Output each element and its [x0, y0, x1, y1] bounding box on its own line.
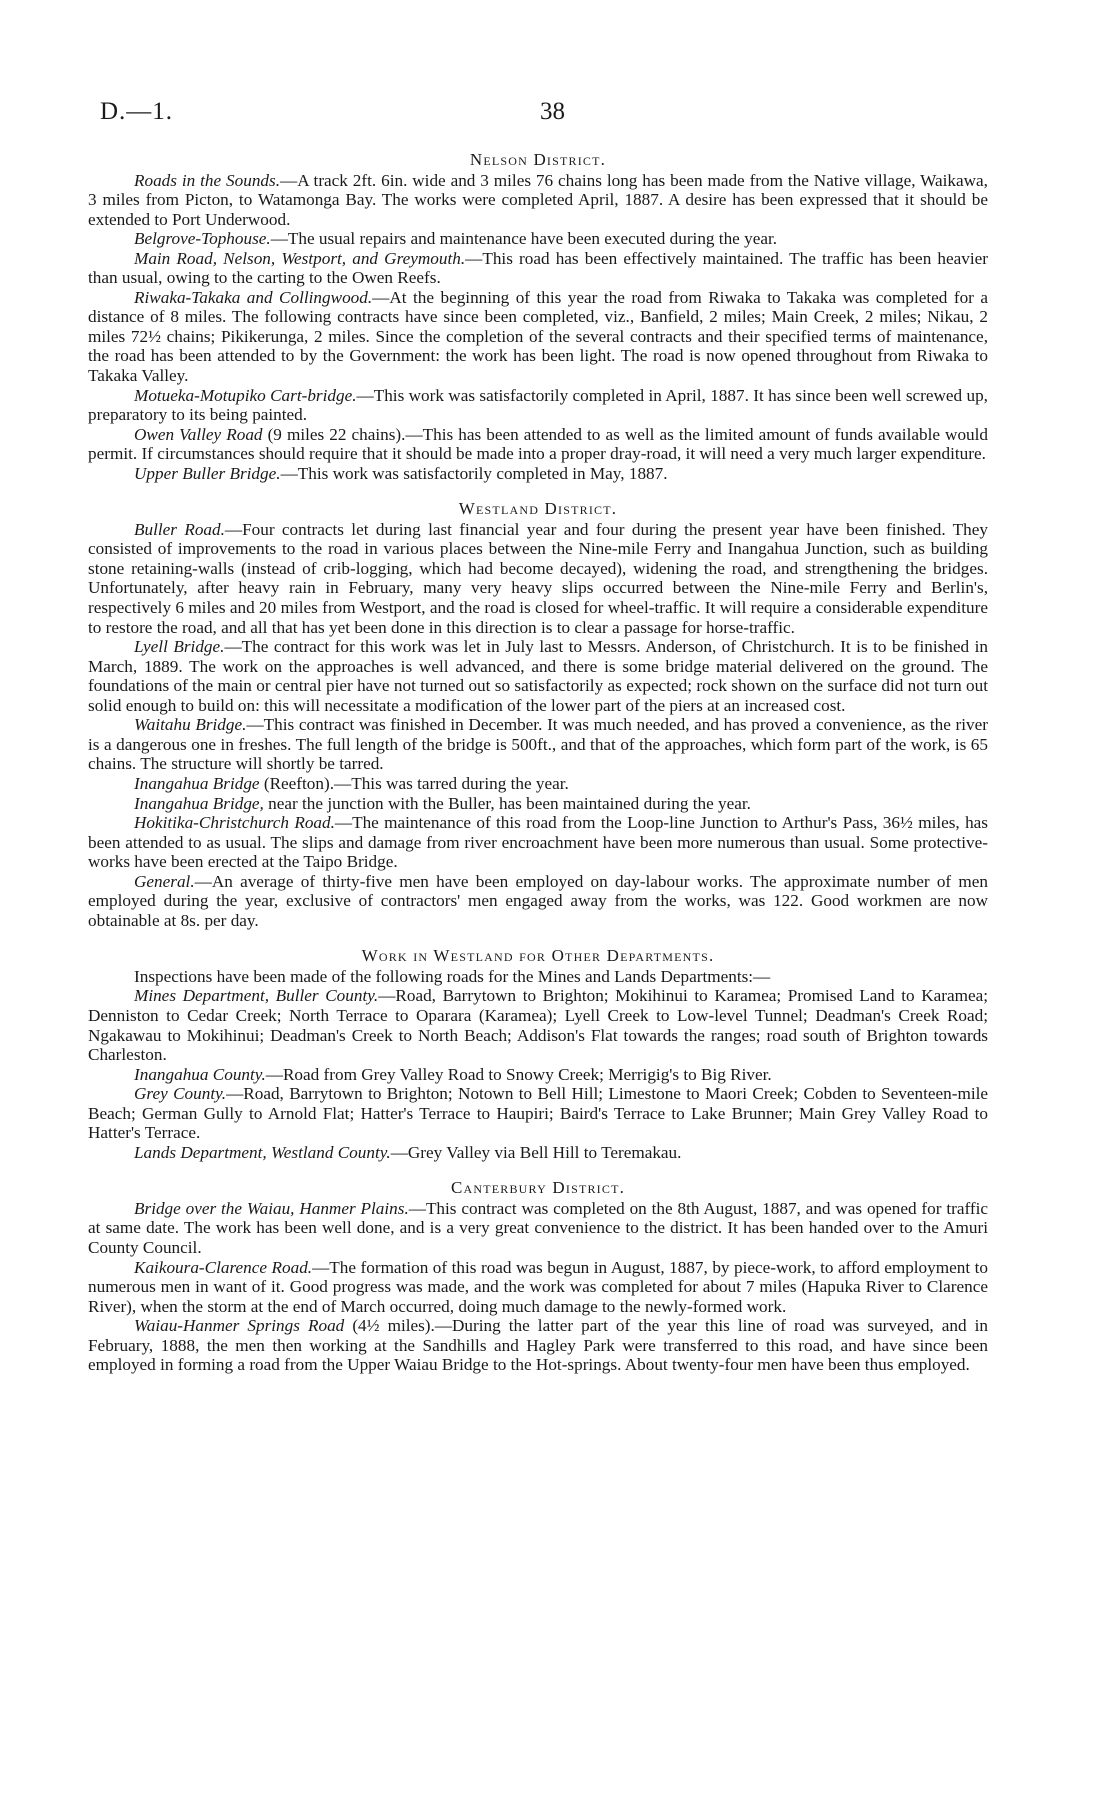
paragraph — [88, 425, 988, 464]
paragraph — [88, 1258, 988, 1317]
paragraph-text: —The usual repairs and maintenance have been executed during the year. — [270, 229, 778, 249]
paragraph-lead: Belgrove-Tophouse. — [134, 229, 271, 249]
paragraph — [88, 1199, 988, 1258]
paragraph — [88, 986, 988, 1064]
paragraph-lead: Mines Department, Buller County. — [134, 986, 379, 1006]
paragraph-text: Inspections have been made of the following roads for the Mines and Lands Departments:— — [134, 966, 771, 986]
paragraph-text: (4½ miles).—During the latter part of the year this line of road was surveyed, and in February, 1888, the men then working at the Sandhills and Hagley Park were transferred to this road, and have since been employed in forming a road from the Upper Waiau Bridge to the Hot-springs. About twenty-four men have been thus employed. — [88, 1316, 989, 1375]
paragraph-lead: Lyell Bridge. — [134, 637, 225, 657]
paragraph-text: —The formation of this road was begun in August, 1887, by piece-work, to afford employment to numerous men in want of it. Good progress was made, and the work was completed for about 7 miles (Hapuka River to Clarence River), when the storm at the end of March occurred, doing much damage to the newly-formed work. — [88, 1257, 988, 1316]
paragraph-text: —At the beginning of this year the road from Riwaka to Takaka was completed for a distance of 8 miles. The following contracts have since been completed, viz., Banfield, 2 miles; Main Creek, 2 miles; Nikau, 2 miles 72½ chains; Pikikerunga, 2 miles. Since the completion of the several contracts and their specified terms of maintenance, the road has been attended to by the Government: the work has been light. The road is now opened throughout from Riwaka to Takaka Valley. — [88, 287, 988, 386]
paragraph — [88, 249, 988, 288]
paragraph-text: near the junction with the Buller, has been maintained during the year. — [263, 793, 751, 813]
paragraph — [88, 1316, 988, 1375]
paragraph — [88, 288, 988, 386]
page-number: 38 — [540, 98, 565, 125]
paragraph — [88, 464, 988, 484]
paragraph-lead: Inangahua County. — [134, 1064, 266, 1084]
page-header — [100, 98, 980, 128]
paragraph-text: —Road from Grey Valley Road to Snowy Creek; Merrigig's to Big River. — [265, 1064, 772, 1084]
paragraph — [88, 813, 988, 872]
section-heading-canterbury: Canterbury District. — [450, 1178, 626, 1198]
paragraph-lead: Waitahu Bridge. — [134, 715, 247, 735]
paragraph-text: —This contract was completed on the 8th August, 1887, and was opened for traffic at same date. The work has been well done, and is a very great convenience to the district. It has been handed over to the Amuri County Council. — [88, 1198, 988, 1257]
paragraph — [88, 637, 988, 715]
paragraph — [88, 520, 988, 637]
paragraph — [88, 1143, 988, 1163]
document-body — [88, 150, 988, 1375]
section-heading-other-departments: Work in Westland for Other Departments. — [361, 946, 715, 966]
paragraph-text: —This work was satisfactorily completed in May, 1887. — [280, 463, 668, 483]
document-reference: D.—1. — [100, 98, 174, 125]
paragraph-lead: Lands Department, Westland County. — [134, 1142, 391, 1162]
paragraph-text: —This road has been effectively maintained. The traffic has been heavier than usual, owing to the carting to the Owen Reefs. — [88, 248, 988, 288]
paragraph-text: —Grey Valley via Bell Hill to Teremakau. — [390, 1142, 682, 1162]
paragraph — [88, 229, 988, 249]
paragraph-text: —The maintenance of this road from the Loop-line Junction to Arthur's Pass, 36½ miles, has been attended to as usual. The slips and damage from river encroachment have been more numerous than usual. Some protective-works have been erected at the Taipo Bridge. — [88, 813, 988, 872]
paragraph-lead: Upper Buller Bridge. — [134, 463, 281, 483]
paragraph-text: —The contract for this work was let in July last to Messrs. Anderson, of Christchurch. It is to be finished in March, 1889. The work on the approaches is well advanced, and there is some bridge material delivered on the ground. The foundations of the main or central pier have not turned out so satisfactorily as expected; rock shown on the surface did not turn out solid enough to build on: this will necessitate a modification of the lower part of the piers at an increased cost. — [88, 637, 988, 715]
paragraph — [88, 715, 988, 774]
paragraph-lead: Roads in the Sounds. — [134, 170, 280, 190]
paragraph-lead: Hokitika-Christchurch Road. — [134, 813, 335, 833]
paragraph-text: —This contract was finished in December. It was much needed, and has proved a convenience, as the river is a dangerous one in freshes. The full length of the bridge is 500ft., and that of the approaches, which form part of the work, is 65 chains. The structure will shortly be tarred. — [88, 715, 988, 774]
paragraph-lead: Main Road, Nelson, Westport, and Greymouth. — [134, 248, 466, 268]
paragraph — [88, 386, 988, 425]
paragraph-text: —Road, Barrytown to Brighton; Mokihinui to Karamea; Promised Land to Karamea; Denniston to Cedar Creek; North Terrace to Oparara (Karamea); Lyell Creek to Low-level Tunnel; Deadman's Creek Road; Ngakawau to Mokihinui; Deadman's Creek to North Beach; Addison's Flat towards the ranges; road south of Brighton towards Charleston. — [88, 986, 988, 1065]
paragraph-text: —This work was satisfactorily completed in April, 1887. It has since been well screwed up, preparatory to its being painted. — [88, 385, 988, 425]
paragraph — [88, 872, 988, 931]
paragraph-text: —A track 2ft. 6in. wide and 3 miles 76 chains long has been made from the Native village, Waikawa, 3 miles from Picton, to Watamonga Bay. The works were completed April, 1887. A desire has been expressed that it should be extended to Port Underwood. — [88, 170, 988, 229]
paragraph — [88, 1065, 988, 1085]
paragraph — [88, 774, 988, 794]
paragraph-lead: Buller Road. — [134, 519, 225, 539]
paragraph-text: —Four contracts let during last financial year and four during the present year have been finished. They consisted of improvements to the road in various places between the Nine-mile Ferry and Inangahua Junction, such as building stone retaining-walls (instead of crib-logging, which had become decayed), widening the road, and strengthening the bridges. Unfortunately, after heavy rain in February, many very heavy slips occurred between the Nine-mile Ferry and Berlin's, respectively 6 miles and 20 miles from Westport, and the road is closed for wheel-traffic. It will require a considerable expenditure to restore the road, and all that has yet been done in this direction is to clear a passage for horse-traffic. — [88, 519, 989, 637]
paragraph-text: —Road, Barrytown to Brighton; Notown to Bell Hill; Limestone to Maori Creek; Cobden to Seventeen-mile Beach; German Gully to Arnold Flat; Hatter's Terrace to Haupiri; Baird's Terrace to Lake Brunner; Main Grey Valley Road to Hatter's Terrace. — [88, 1084, 988, 1143]
paragraph — [88, 967, 988, 987]
paragraph — [88, 1084, 988, 1143]
section-heading-nelson: Nelson District. — [469, 150, 607, 169]
paragraph — [88, 794, 988, 814]
paragraph-lead: Grey County. — [134, 1084, 227, 1104]
paragraph-lead: Motueka-Motupiko Cart-bridge. — [134, 385, 357, 405]
paragraph-lead: Inangahua Bridge, — [134, 793, 264, 813]
paragraph — [88, 171, 988, 230]
section-heading-westland: Westland District. — [458, 499, 618, 519]
paragraph-lead: Owen Valley Road — [134, 424, 263, 444]
paragraph-lead: Riwaka-Takaka and Collingwood. — [134, 287, 373, 307]
paragraph-lead: Bridge over the Waiau, Hanmer Plains. — [134, 1198, 409, 1218]
paragraph-lead: Waiau-Hanmer Springs Road — [134, 1316, 345, 1336]
paragraph-lead: Kaikoura-Clarence Road. — [134, 1257, 313, 1277]
paragraph-text: —An average of thirty-five men have been employed on day-labour works. The approximate number of men employed during the year, exclusive of contractors' men engaged away from the works, was 122. Good workmen are now obtainable at 8s. per day. — [88, 871, 988, 930]
paragraph-text: (9 miles 22 chains).—This has been attended to as well as the limited amount of funds available would permit. If circumstances should require that it should be made into a proper dray-road, it will need a very much larger expenditure. — [88, 424, 989, 464]
paragraph-lead: General. — [134, 871, 195, 891]
paragraph-text: (Reefton).—This was tarred during the year. — [259, 773, 569, 793]
paragraph-lead: Inangahua Bridge — [134, 773, 260, 793]
